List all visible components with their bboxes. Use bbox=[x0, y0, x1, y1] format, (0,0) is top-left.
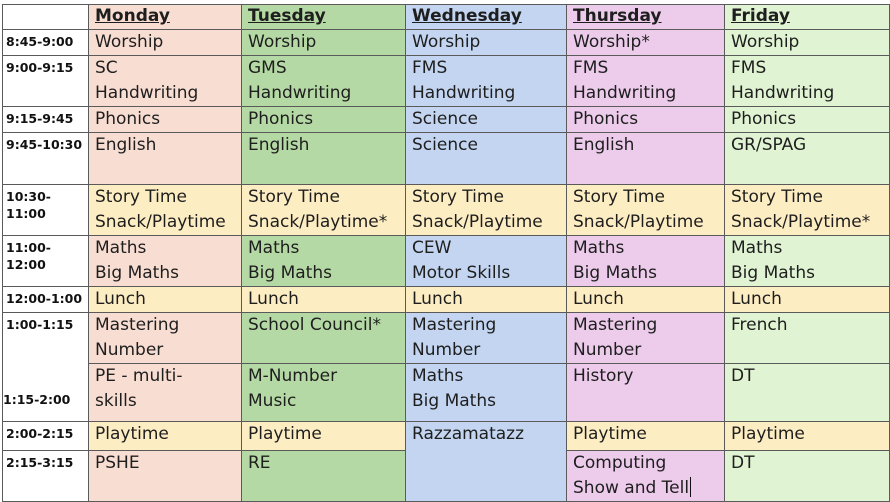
time-label: 9:45-10:30 bbox=[3, 133, 89, 185]
cell-friday: Lunch bbox=[725, 287, 890, 313]
timetable bbox=[2, 4, 890, 502]
time-label: 10:30- 11:00 bbox=[3, 185, 89, 236]
header-monday: Monday bbox=[89, 5, 242, 30]
row-english bbox=[3, 133, 890, 185]
cell-wednesday: Story Time Snack/Playtime bbox=[406, 185, 567, 236]
cell-wednesday: FMS Handwriting bbox=[406, 56, 567, 107]
cell-wednesday: Lunch bbox=[406, 287, 567, 313]
cell-thursday: Mastering Number bbox=[567, 313, 725, 364]
time-label: 2:00-2:15 bbox=[3, 422, 89, 451]
row-afternoon-1 bbox=[3, 313, 890, 364]
cell-thursday: History bbox=[567, 364, 725, 422]
cell-tuesday: RE bbox=[242, 451, 406, 502]
cell-monday: Playtime bbox=[89, 422, 242, 451]
cell-thursday: Maths Big Maths bbox=[567, 236, 725, 287]
cell-friday: Playtime bbox=[725, 422, 890, 451]
cell-tuesday: English bbox=[242, 133, 406, 185]
cell-wednesday: Mastering Number bbox=[406, 313, 567, 364]
cell-friday: Maths Big Maths bbox=[725, 236, 890, 287]
cell-thursday-line-1: Computing bbox=[573, 453, 667, 473]
cell-wednesday: Science bbox=[406, 107, 567, 133]
cell-tuesday: Maths Big Maths bbox=[242, 236, 406, 287]
cell-monday: Phonics bbox=[89, 107, 242, 133]
cell-monday: PE - multi- skills bbox=[89, 364, 242, 422]
time-label-1-15: 1:15-2:00 bbox=[3, 392, 71, 407]
cell-tuesday: Playtime bbox=[242, 422, 406, 451]
cell-thursday: Story Time Snack/Playtime bbox=[567, 185, 725, 236]
header-row bbox=[3, 5, 890, 30]
time-label: 11:00- 12:00 bbox=[3, 236, 89, 287]
cell-thursday: Worship* bbox=[567, 30, 725, 56]
row-phonics bbox=[3, 107, 890, 133]
cell-monday: SC Handwriting bbox=[89, 56, 242, 107]
cell-monday: Mastering Number bbox=[89, 313, 242, 364]
cell-monday: Story Time Snack/Playtime bbox=[89, 185, 242, 236]
cell-tuesday: Lunch bbox=[242, 287, 406, 313]
cell-monday: Lunch bbox=[89, 287, 242, 313]
time-label: 9:15-9:45 bbox=[3, 107, 89, 133]
cell-tuesday: Phonics bbox=[242, 107, 406, 133]
row-afternoon-2 bbox=[3, 364, 890, 422]
cell-friday: Story Time Snack/Playtime* bbox=[725, 185, 890, 236]
row-story-time bbox=[3, 185, 890, 236]
text-cursor bbox=[690, 477, 691, 497]
time-label: 9:00-9:15 bbox=[3, 56, 89, 107]
row-handwriting bbox=[3, 56, 890, 107]
cell-thursday: FMS Handwriting bbox=[567, 56, 725, 107]
header-tuesday: Tuesday bbox=[242, 5, 406, 30]
cell-wednesday: Maths Big Maths bbox=[406, 364, 567, 422]
row-maths bbox=[3, 236, 890, 287]
time-label: 8:45-9:00 bbox=[3, 30, 89, 56]
header-corner bbox=[3, 5, 89, 30]
time-label: 2:15-3:15 bbox=[3, 451, 89, 502]
time-label: 1:00-1:15 bbox=[3, 313, 89, 422]
cell-friday: FMS Handwriting bbox=[725, 56, 890, 107]
cell-monday: PSHE bbox=[89, 451, 242, 502]
cell-monday: Worship bbox=[89, 30, 242, 56]
cell-thursday bbox=[567, 451, 725, 502]
cell-friday: GR/SPAG bbox=[725, 133, 890, 185]
header-friday: Friday bbox=[725, 5, 890, 30]
row-lunch bbox=[3, 287, 890, 313]
cell-thursday-line-2: Show and Tell bbox=[573, 478, 690, 498]
header-wednesday: Wednesday bbox=[406, 5, 567, 30]
cell-tuesday: School Council* bbox=[242, 313, 406, 364]
row-worship bbox=[3, 30, 890, 56]
cell-thursday: Phonics bbox=[567, 107, 725, 133]
row-playtime bbox=[3, 422, 890, 451]
cell-tuesday: GMS Handwriting bbox=[242, 56, 406, 107]
cell-friday: French bbox=[725, 313, 890, 364]
cell-wednesday: Science bbox=[406, 133, 567, 185]
cell-thursday: Playtime bbox=[567, 422, 725, 451]
cell-monday: Maths Big Maths bbox=[89, 236, 242, 287]
cell-monday: English bbox=[89, 133, 242, 185]
cell-tuesday: Worship bbox=[242, 30, 406, 56]
cell-friday: DT bbox=[725, 364, 890, 422]
cell-tuesday: Story Time Snack/Playtime* bbox=[242, 185, 406, 236]
cell-friday: Worship bbox=[725, 30, 890, 56]
cell-wednesday: Worship bbox=[406, 30, 567, 56]
time-label: 12:00-1:00 bbox=[3, 287, 89, 313]
cell-thursday: Lunch bbox=[567, 287, 725, 313]
cell-thursday: English bbox=[567, 133, 725, 185]
cell-friday: Phonics bbox=[725, 107, 890, 133]
cell-wednesday: CEW Motor Skills bbox=[406, 236, 567, 287]
cell-wednesday: Razzamatazz bbox=[406, 422, 567, 502]
header-thursday: Thursday bbox=[567, 5, 725, 30]
cell-tuesday: M-Number Music bbox=[242, 364, 406, 422]
cell-friday: DT bbox=[725, 451, 890, 502]
